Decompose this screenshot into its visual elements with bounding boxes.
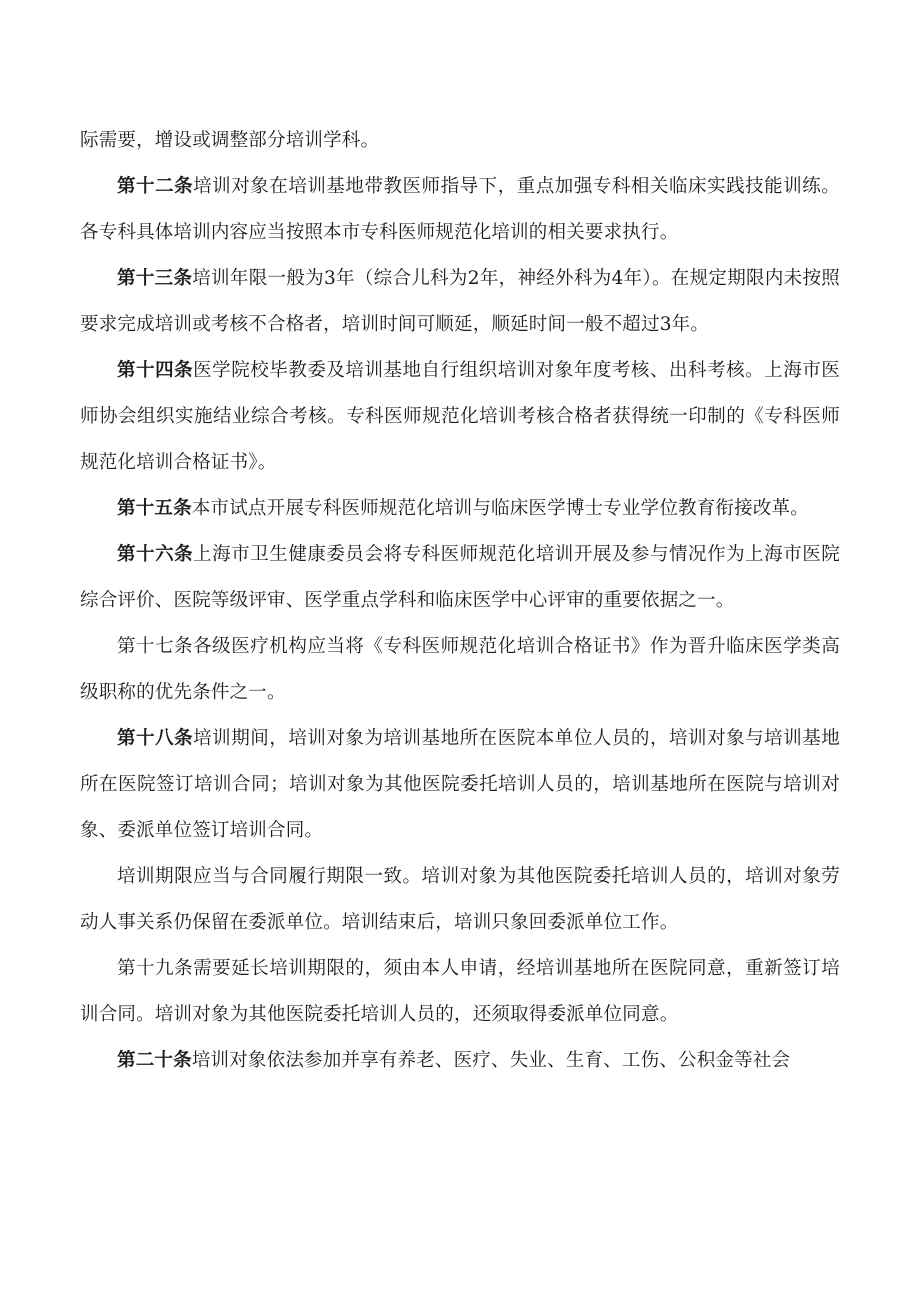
article-heading: 第十九条 xyxy=(117,958,194,979)
article-18-continued xyxy=(80,854,840,946)
article-18 xyxy=(80,716,840,854)
article-heading: 第十八条 xyxy=(117,728,194,749)
article-text: 各级医疗机构应当将《专科医师规范化培训合格证书》作为晋升临床医学类高级职称的优先条件之一。 xyxy=(80,636,840,703)
article-15 xyxy=(80,486,840,532)
article-20 xyxy=(80,1038,840,1084)
paragraph-text: 际需要，增设或调整部分培训学科。 xyxy=(80,130,380,151)
article-text: 培训期间，培训对象为培训基地所在医院本单位人员的，培训对象与培训基地所在医院签订培训合同；培训对象为其他医院委托培训人员的，培训基地所在医院与培训对象、委派单位签订培训合同。 xyxy=(80,728,840,841)
article-heading: 第十二条 xyxy=(117,176,194,197)
article-text: 医学院校毕教委及培训基地自行组织培训对象年度考核、出科考核。上海市医师协会组织实施结业综合考核。专科医师规范化培训考核合格者获得统一印制的《专科医师规范化培训合格证书》。 xyxy=(80,360,840,473)
document-page xyxy=(80,118,840,1084)
article-text: 培训对象依法参加并享有养老、医疗、失业、生育、工伤、公积金等社会 xyxy=(191,1050,791,1071)
article-19 xyxy=(80,946,840,1038)
article-17 xyxy=(80,624,840,716)
article-13 xyxy=(80,256,840,348)
article-16 xyxy=(80,532,840,624)
article-text: 培训对象在培训基地带教医师指导下，重点加强专科相关临床实践技能训练。各专科具体培训内容应当按照本市专科医师规范化培训的相关要求执行。 xyxy=(80,176,840,243)
article-heading: 第十七条 xyxy=(117,636,194,657)
paragraph-continuation xyxy=(80,118,840,164)
article-heading: 第十四条 xyxy=(117,360,194,381)
article-heading: 第二十条 xyxy=(117,1050,192,1071)
article-heading: 第十三条 xyxy=(117,268,193,289)
article-text: 需要延长培训期限的，须由本人申请，经培训基地所在医院同意，重新签订培训合同。培训对象为其他医院委托培训人员的，还须取得委派单位同意。 xyxy=(80,958,840,1025)
article-text: 上海市卫生健康委员会将专科医师规范化培训开展及参与情况作为上海市医院综合评价、医院等级评审、医学重点学科和临床医学中心评审的重要依据之一。 xyxy=(80,544,840,611)
article-heading: 第十五条 xyxy=(117,498,192,519)
article-text: 本市试点开展专科医师规范化培训与临床医学博士专业学位教育衔接改革。 xyxy=(191,498,809,519)
article-heading: 第十六条 xyxy=(117,544,194,565)
article-12 xyxy=(80,164,840,256)
paragraph-text: 培训期限应当与合同履行期限一致。培训对象为其他医院委托培训人员的，培训对象劳动人事关系仍保留在委派单位。培训结束后，培训只象回委派单位工作。 xyxy=(80,866,840,933)
article-14 xyxy=(80,348,840,486)
article-text: 培训年限一般为3年（综合儿科为2年，神经外科为4年）。在规定期限内未按照要求完成培训或考核不合格者，培训时间可顺延，顺延时间一般不超过3年。 xyxy=(80,268,840,335)
